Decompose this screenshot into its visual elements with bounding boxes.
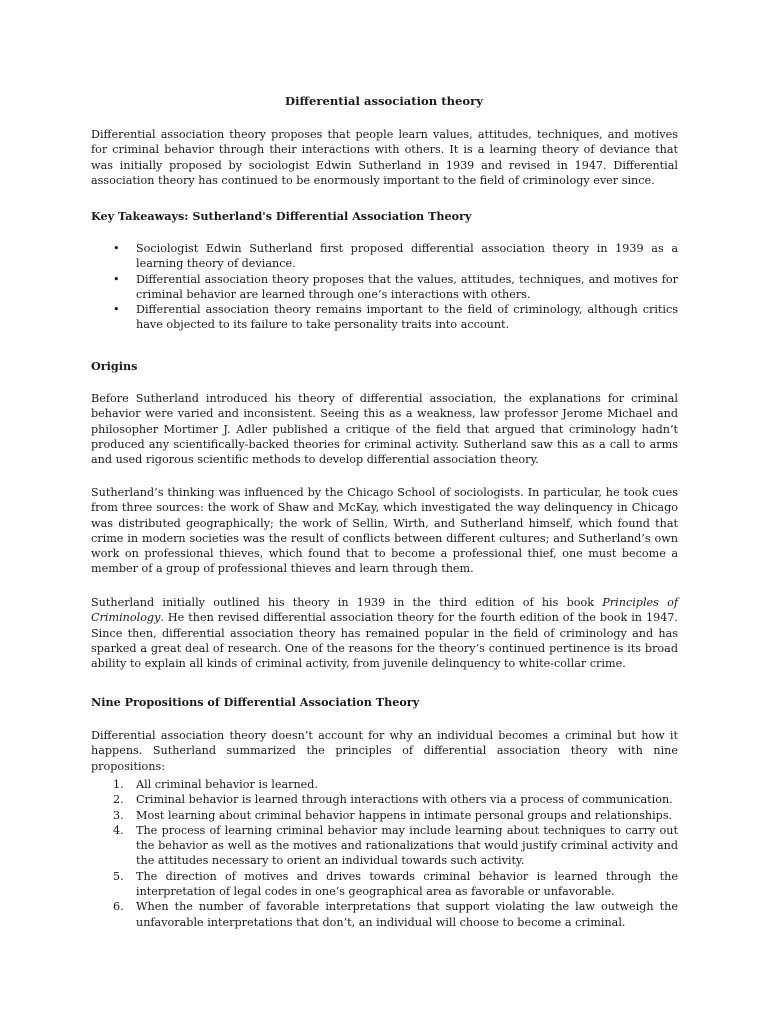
origins-p3-wrap <box>91 595 678 671</box>
item-number: 1. <box>113 778 124 791</box>
list-item-text: The process of learning criminal behavior may include learning about techniques to carry out the behavior as well as the motives and rationalizations that would justify criminal activity and the attitudes necessary to orient an individual towards such activity. <box>136 823 678 868</box>
bullet-icon: • <box>113 242 120 255</box>
propositions-heading-wrap <box>91 695 678 710</box>
list-item-text: Most learning about criminal behavior happens in intimate personal groups and relationships. <box>136 808 673 822</box>
origins-paragraph-3 <box>91 595 678 671</box>
origins-p3-before: Sutherland initially outlined his theory in 1939 in the third edition of his book <box>91 596 603 609</box>
list-item <box>91 869 678 900</box>
list-item-text: When the number of favorable interpretations that support violating the law outweigh the unfavorable interpretations that don’t, an individual will choose to become a criminal. <box>136 900 678 929</box>
list-item-text: Differential association theory proposes that the values, attitudes, techniques, and motives for criminal behavior are learned through one’s interactions with others. <box>136 272 678 301</box>
origins-paragraph-2: Sutherland’s thinking was influenced by the Chicago School of sociologists. In particular, he took cues from three sources: the work of Shaw and McKay, which investigated the way delinquency in Chicago was distributed geographically; the work of Sellin, Wirth, and Sutherland himself, which found that crime in modern societies was the result of conflicts between different cultures; and Sutherland’s own work on professional thieves, which found that to become a professional thief, one must become a member of a group of professional thieves and learn through them. <box>91 486 678 576</box>
origins-heading-wrap <box>91 359 678 374</box>
propositions-list <box>91 777 678 930</box>
list-item-text: The direction of motives and drives towards criminal behavior is learned through the interpretation of legal codes in one’s geographical area as favorable or unfavorable. <box>136 869 678 899</box>
bullet-icon: • <box>113 272 120 286</box>
origins-heading: Origins <box>91 359 138 373</box>
list-item <box>91 899 678 930</box>
item-number: 6. <box>113 900 124 914</box>
intro-paragraph: Differential association theory proposes that people learn values, attitudes, techniques, and motives for criminal behavior through their interactions with others. It is a learning theory of deviance that was initially proposed by sociologist Edwin Sutherland in 1939 and revised in 1947. Differential association theory has continued to be enormously important to the field of criminology ever since. <box>91 128 678 187</box>
list-item <box>91 808 678 823</box>
origins-p1-wrap <box>91 391 678 467</box>
list-item <box>91 302 678 333</box>
item-number: 5. <box>113 869 124 883</box>
list-item <box>91 272 678 303</box>
origins-p2-wrap <box>91 485 678 577</box>
list-item <box>91 823 678 869</box>
item-number: 2. <box>113 793 124 807</box>
takeaways-heading: Key Takeaways: Sutherland's Differential Association Theory <box>91 209 472 223</box>
list-item <box>91 777 678 792</box>
origins-paragraph-1: Before Sutherland introduced his theory of differential association, the explanations for criminal behavior were varied and inconsistent. Seeing this as a weakness, law professor Jerome Michael and philosopher Mortimer J. Adler published a critique of the field that argued that criminology hadn’t produced any scientifically-backed theories for criminal activity. Sutherland saw this as a call to arms and used rigorous scientific methods to develop differential association theory. <box>91 392 678 467</box>
takeaways-list-wrap <box>91 241 678 333</box>
list-item-text: Sociologist Edwin Sutherland first proposed differential association theory in 1939 as a learning theory of deviance. <box>136 242 678 271</box>
propositions-heading: Nine Propositions of Differential Association Theory <box>91 695 420 709</box>
item-number: 3. <box>113 808 124 822</box>
propositions-intro-wrap <box>91 728 678 774</box>
list-item-text: Criminal behavior is learned through interactions with others via a process of communication. <box>136 793 673 807</box>
list-item <box>91 792 678 807</box>
list-item-text: All criminal behavior is learned. <box>136 778 319 791</box>
origins-p3-after: . He then revised differential association theory for the fourth edition of the book in 1947. Since then, differential association theory has remained popular in the field of criminology and has sparked a great deal of research. One of the reasons for the theory’s continued pertinence is its broad ability to explain all kinds of criminal activity, from juvenile delinquency to white-collar crime. <box>91 611 678 671</box>
takeaways-section <box>91 209 678 224</box>
intro-section <box>91 127 678 188</box>
propositions-list-wrap <box>91 777 678 930</box>
list-item <box>91 241 678 272</box>
bullet-icon: • <box>113 303 120 317</box>
list-item-text: Differential association theory remains important to the field of criminology, although critics have objected to its failure to take personality traits into account. <box>136 303 678 332</box>
takeaways-list <box>91 241 678 333</box>
propositions-intro: Differential association theory doesn’t account for why an individual becomes a criminal but how it happens. Sutherland summarized the principles of differential association theory with nine propositions: <box>91 729 678 773</box>
book-title: Principles of Criminology <box>91 596 679 625</box>
document-title: Differential association theory <box>285 94 483 108</box>
item-number: 4. <box>113 823 124 837</box>
